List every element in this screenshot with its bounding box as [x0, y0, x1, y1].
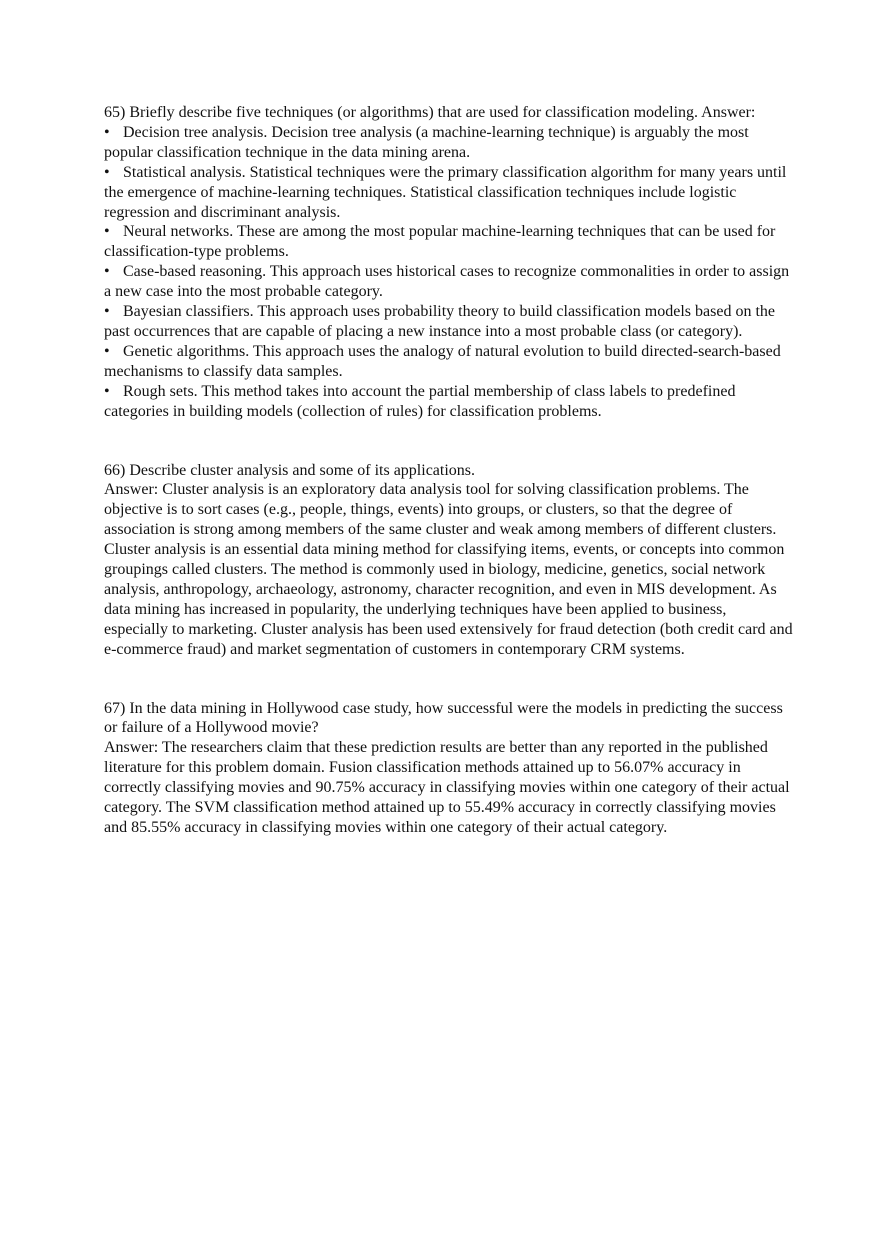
bullet-text: Genetic algorithms. This approach uses the analogy of natural evolution to build directed-search-based mechanisms to classify data samples.: [104, 342, 781, 380]
bullet-text: Rough sets. This method takes into account the partial membership of class labels to predefined categories in building models (collection of rules) for classification problems.: [104, 382, 736, 420]
bullet-mark: •: [104, 223, 110, 241]
question-67-answer: Answer: The researchers claim that these prediction results are better than any reported in the published literature for this problem domain. Fusion classification methods attained up to 56.07% accuracy in correctly classifying movies and 90.75% accuracy in classifying movies within one category of their actual category. The SVM classification method attained up to 55.49% accuracy in correctly classifying movies and 85.55% accuracy in classifying movies within one category of their actual category.: [104, 739, 790, 836]
question-65-text: [104, 103, 794, 123]
bullet-mark: •: [104, 342, 110, 360]
bullet-text: Decision tree analysis. Decision tree analysis (a machine-learning technique) is arguably the most popular classification technique in the data mining arena.: [104, 123, 749, 161]
question-65-prompt: 65) Briefly describe five techniques (or algorithms) that are used for classification modeling.: [104, 104, 699, 121]
bullet-item-statistical: [104, 163, 794, 223]
bullet-mark: •: [104, 123, 110, 141]
bullet-text: Statistical analysis. Statistical techniques were the primary classification algorithm for many years until the emergence of machine-learning techniques. Statistical classification techniques include logistic regression and discriminant analysis.: [104, 163, 787, 221]
question-67-prompt: 67) In the data mining in Hollywood case study, how successful were the models in predicting the success or failure of a Hollywood movie?: [104, 699, 783, 737]
bullet-mark: •: [104, 303, 110, 321]
bullet-item-rough-sets: [104, 382, 794, 422]
question-65-answer-label: Answer:: [701, 104, 756, 121]
question-66-block: [104, 461, 794, 660]
question-66-answer: Answer: Cluster analysis is an exploratory data analysis tool for solving classification problems. The objective is to sort cases (e.g., people, things, events) into groups, or clusters, so that the degree of association is strong among members of the same cluster and weak among members of different clusters. Cluster analysis is an essential data mining method for classifying items, events, or concepts into common groupings called clusters. The method is commonly used in biology, medicine, genetics, social network analysis, anthropology, archaeology, astronomy, character recognition, and even in MIS development. As data mining has increased in popularity, the underlying techniques have been applied to business, especially to marketing. Cluster analysis has been used extensively for fraud detection (both credit card and e-commerce fraud) and market segmentation of customers in contemporary CRM systems.: [104, 481, 793, 658]
question-67-block: [104, 699, 794, 838]
question-66-prompt: 66) Describe cluster analysis and some of its applications.: [104, 461, 476, 479]
document-content: [104, 103, 794, 838]
bullet-mark: •: [104, 382, 110, 400]
bullet-item-decision-tree: [104, 123, 794, 163]
bullet-item-neural-networks: [104, 222, 794, 262]
question-65-block: [104, 103, 794, 422]
bullet-item-genetic: [104, 342, 794, 382]
bullet-text: Bayesian classifiers. This approach uses probability theory to build classification models based on the past occurrences that are capable of placing a new instance into a most probable class (or category).: [104, 303, 775, 340]
bullet-item-case-based: [104, 262, 794, 302]
bullet-text: Case-based reasoning. This approach uses historical cases to recognize commonalities in order to assign a new case into the most probable category.: [104, 263, 790, 301]
bullet-mark: •: [104, 263, 110, 281]
bullet-text: Neural networks. These are among the most popular machine-learning techniques that can be used for classification-type problems.: [104, 223, 776, 261]
bullet-item-bayesian: [104, 302, 794, 342]
bullet-mark: •: [104, 163, 110, 181]
